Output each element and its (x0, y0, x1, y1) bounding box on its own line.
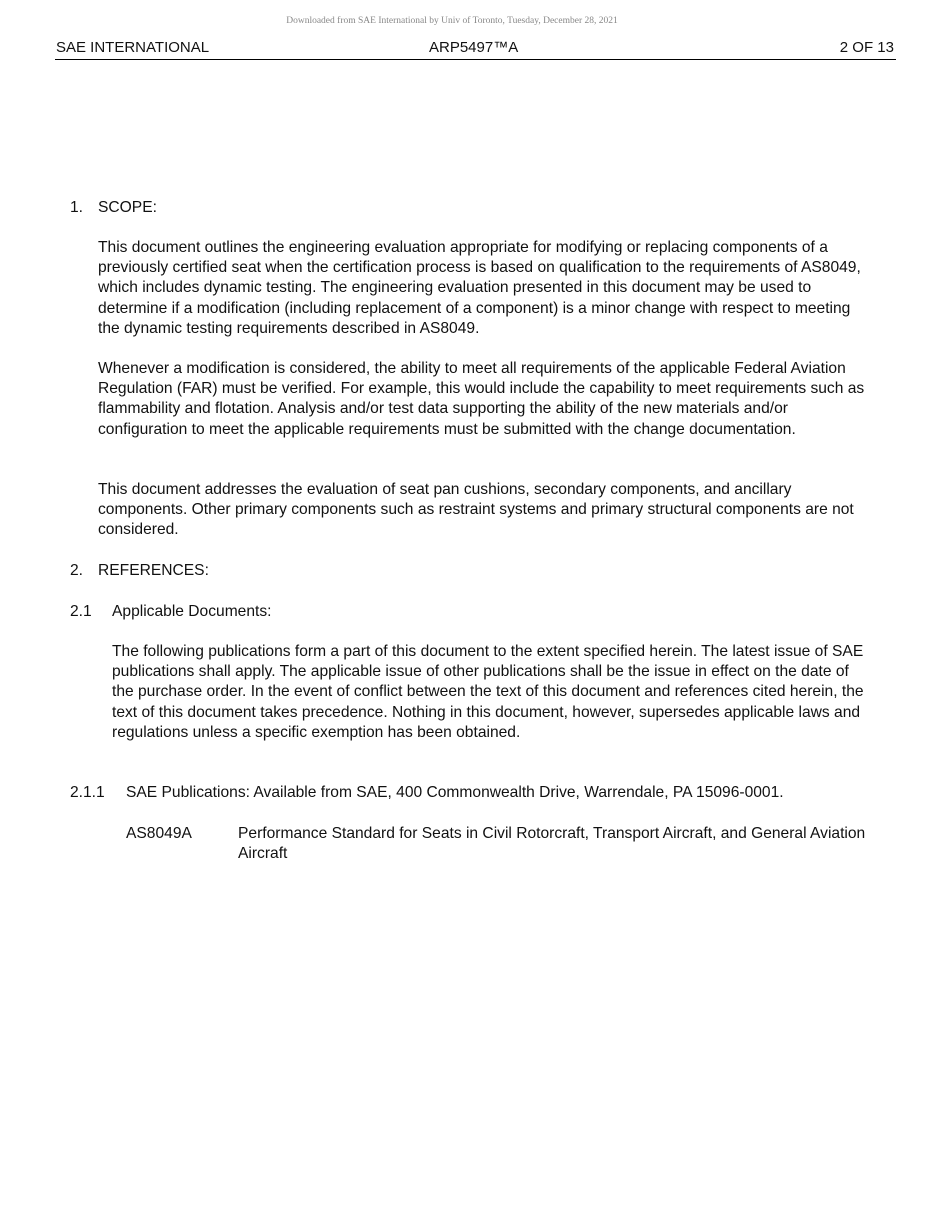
running-header (55, 37, 896, 60)
reference-code: AS8049A (126, 825, 192, 842)
scope-paragraph: This document addresses the evaluation of seat pan cushions, secondary components, and ancillary components. Other primary components such as restraint systems and primary structural components are not considered. (98, 481, 854, 539)
section-title: REFERENCES: (98, 562, 209, 579)
section-number: 2.1 (70, 603, 92, 620)
publisher-name: SAE INTERNATIONAL (56, 39, 210, 56)
section-title: Applicable Documents: (112, 603, 272, 620)
document-number: ARP5497™A (429, 39, 519, 56)
section-number: 1. (70, 199, 84, 216)
scope-paragraph: Whenever a modification is considered, the ability to meet all requirements of the applicable Federal Aviation Regulation (FAR) must be verified. For example, this would include the capability to meet requirements such as flammability and flotation. Analysis and/or test data supporting the ability of the new materials and/or configuration to meet the applicable requirements must be submitted with the change documentation. (98, 360, 865, 438)
download-watermark: Downloaded from SAE International by Univ of Toronto, Tuesday, December 28, 2021 (286, 16, 618, 26)
reference-title: Performance Standard for Seats in Civil Rotorcraft, Transport Aircraft, and General Aviation Aircraft (238, 825, 866, 863)
scope-paragraph: This document outlines the engineering evaluation appropriate for modifying or replacing components of a previously certified seat when the certification process is based on qualification to the requirements of AS8049, which includes dynamic testing. The engineering evaluation presented in this document may be used to determine if a modification (including replacement of a component) is a minor change with respect to meeting the dynamic testing requirements described in AS8049. (98, 239, 861, 337)
section-number: 2. (70, 562, 84, 579)
section-number: 2.1.1 (70, 784, 105, 801)
applicable-documents-paragraph: The following publications form a part of this document to the extent specified herein. The latest issue of SAE publications shall apply. The applicable issue of other publications shall be the issue in effect on the date of the purchase order. In the event of conflict between the text of this document and references cited herein, the text of this document takes precedence. Nothing in this document, however, supersedes applicable laws and regulations unless a specific exemption has been obtained. (112, 643, 864, 741)
page-number: 2 OF 13 (839, 39, 894, 56)
section-title: SAE Publications: Available from SAE, 400 Commonwealth Drive, Warrendale, PA 15096-0001. (126, 784, 784, 801)
section-title: SCOPE: (98, 199, 157, 216)
